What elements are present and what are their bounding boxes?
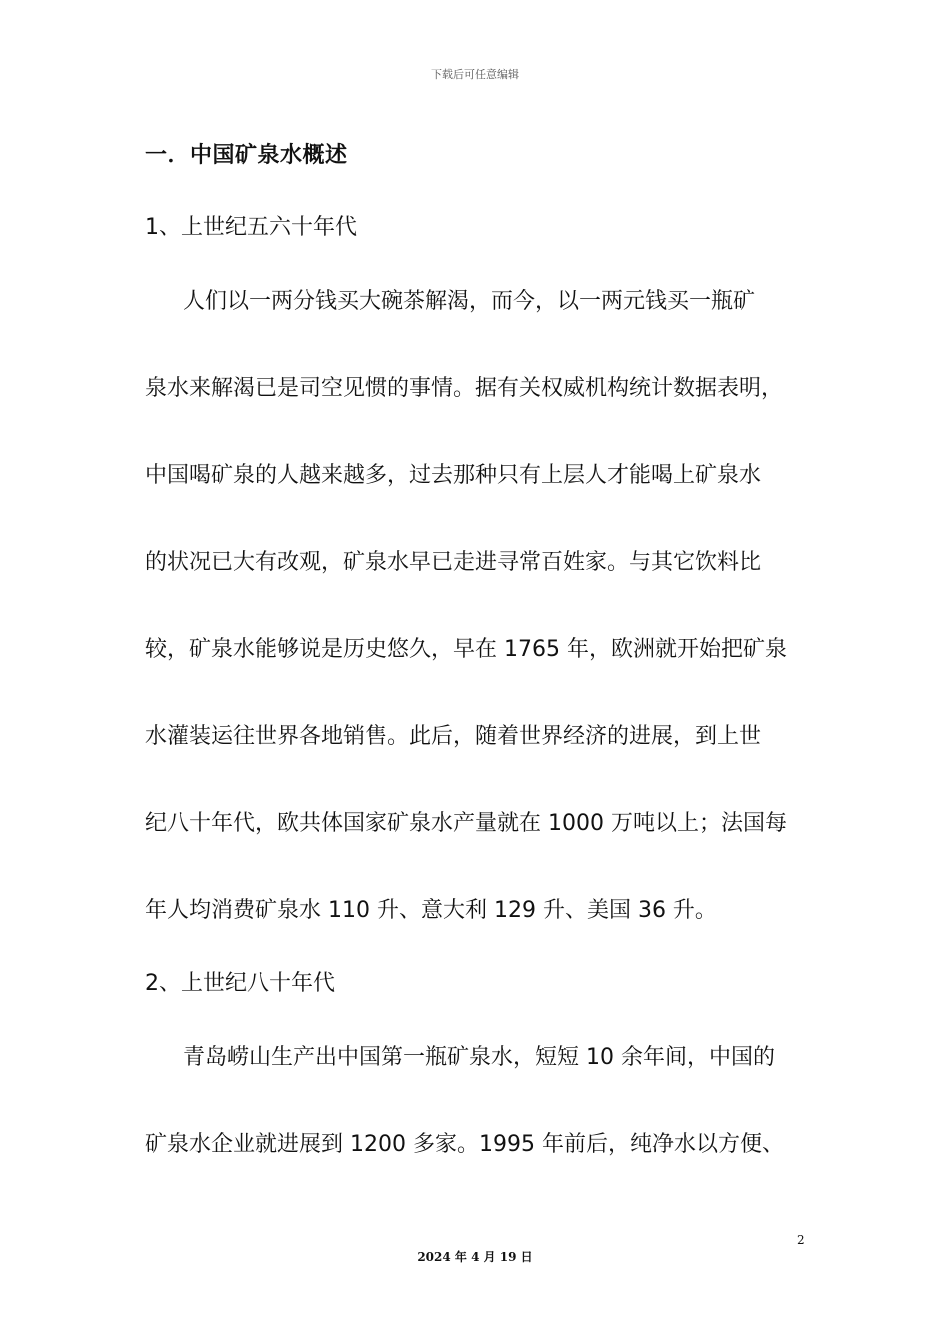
page-header: 下载后可任意编辑 [431, 68, 519, 81]
paragraph-line: 水灌装运往世界各地销售。此后，随着世界经济的进展，到上世 [145, 724, 762, 749]
section-heading-1: 1、上世纪五六十年代 [145, 215, 357, 240]
document-title: 一．中国矿泉水概述 [145, 143, 348, 168]
paragraph-line: 较，矿泉水能够说是历史悠久，早在 1765 年，欧洲就开始把矿泉 [145, 637, 787, 662]
paragraph-line: 中国喝矿泉的人越来越多，过去那种只有上层人才能喝上矿泉水 [145, 463, 762, 488]
section-heading-2: 2、上世纪八十年代 [145, 971, 335, 996]
paragraph-line: 矿泉水企业就进展到 1200 多家。1995 年前后，纯净水以方便、 [145, 1132, 784, 1157]
page-number: 2 [797, 1233, 805, 1247]
paragraph-line: 纪八十年代，欧共体国家矿泉水产量就在 1000 万吨以上；法国每 [145, 811, 787, 836]
paragraph-line: 年人均消费矿泉水 110 升、意大利 129 升、美国 36 升。 [145, 898, 717, 923]
paragraph-line: 泉水来解渴已是司空见惯的事情。据有关权威机构统计数据表明， [145, 376, 784, 401]
paragraph-line: 的状况已大有改观，矿泉水早已走进寻常百姓家。与其它饮料比 [145, 550, 762, 575]
paragraph-line: 青岛崂山生产出中国第一瓶矿泉水，短短 10 余年间，中国的 [183, 1045, 775, 1070]
paragraph-line: 人们以一两分钱买大碗茶解渴，而今，以一两元钱买一瓶矿 [183, 289, 756, 314]
page-footer-date: 2024 年 4 月 19 日 [417, 1250, 533, 1264]
